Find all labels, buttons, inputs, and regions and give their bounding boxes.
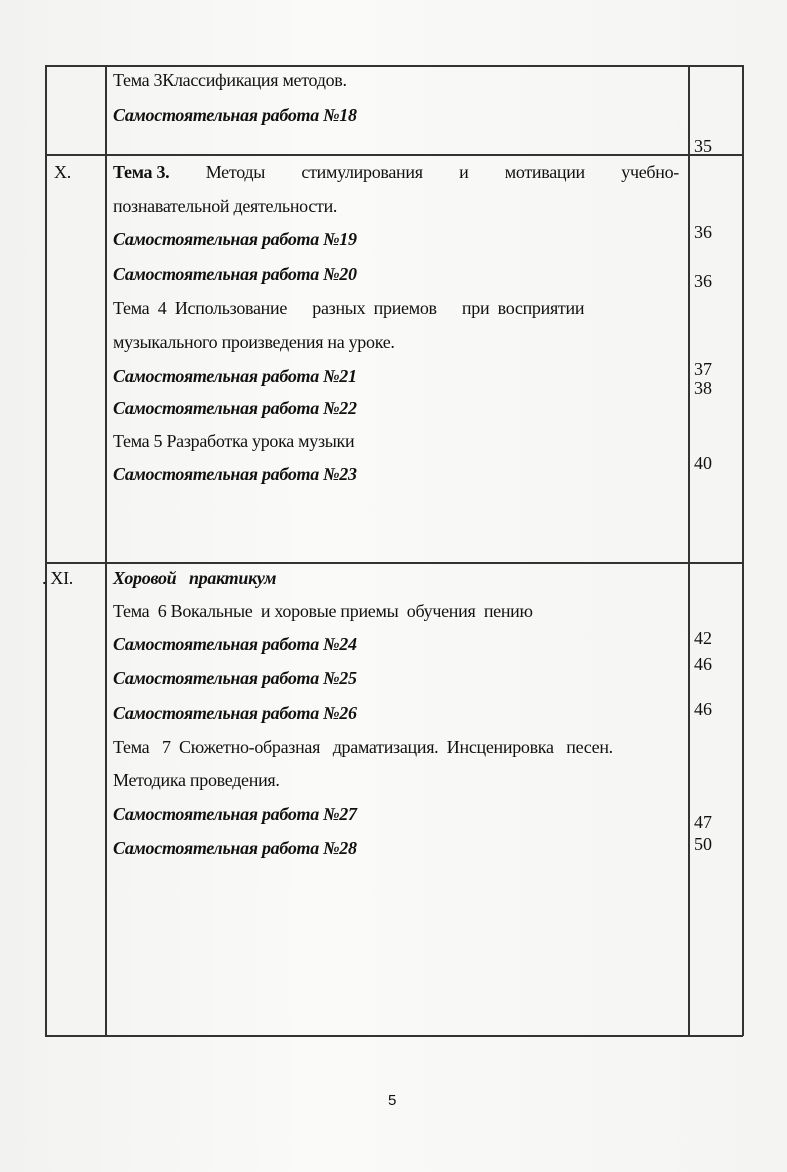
topic-title: Тема 7 Сюжетно-образная драматизация. Инсценировка песен. xyxy=(113,737,613,757)
table-border-top xyxy=(45,65,743,67)
page-ref: 35 xyxy=(694,136,712,156)
section-number: X. xyxy=(54,162,71,182)
topic-title xyxy=(113,162,679,183)
topic-title: Тема 5 Разработка урока музыки xyxy=(113,431,355,451)
independent-work-item: Самостоятельная работа №26 xyxy=(113,703,357,723)
independent-work-item: Самостоятельная работа №28 xyxy=(113,838,357,858)
page-ref: 42 xyxy=(694,628,712,648)
independent-work-item: Самостоятельная работа №19 xyxy=(113,229,357,249)
topic-title: Тема 4 Использование разных приемов при восприятии xyxy=(113,298,585,318)
page-ref: 46 xyxy=(694,699,712,719)
table-border-left xyxy=(45,65,47,1036)
topic-word: учебно- xyxy=(621,162,679,182)
page-ref: 36 xyxy=(694,222,712,242)
topic-word: и xyxy=(459,162,469,182)
table-column-divider xyxy=(105,65,107,1036)
independent-work-item: Самостоятельная работа №24 xyxy=(113,634,357,654)
page-ref: 40 xyxy=(694,453,712,473)
independent-work-item: Самостоятельная работа №21 xyxy=(113,366,357,386)
table-border-bottom xyxy=(45,1035,743,1037)
independent-work-item: Самостоятельная работа №27 xyxy=(113,804,357,824)
page-ref: 38 xyxy=(694,378,712,398)
table-column-divider xyxy=(688,65,690,1036)
topic-title-continued: Методика проведения. xyxy=(113,770,280,790)
page-ref: 37 xyxy=(694,359,712,379)
independent-work-item: Самостоятельная работа №20 xyxy=(113,264,357,284)
page-ref: 50 xyxy=(694,834,712,854)
topic-title: Тема 3Классификация методов. xyxy=(113,70,347,90)
page-ref: 36 xyxy=(694,271,712,291)
page-number: 5 xyxy=(388,1092,397,1109)
independent-work-item: Самостоятельная работа №18 xyxy=(113,105,357,125)
section-title: Хоровой практикум xyxy=(113,568,277,588)
topic-word: Методы xyxy=(205,162,266,182)
table-row-divider xyxy=(45,562,743,564)
independent-work-item: Самостоятельная работа №22 xyxy=(113,398,357,418)
section-number: . XI. xyxy=(42,568,73,588)
page-ref: 46 xyxy=(694,654,712,674)
topic-title-continued: познавательной деятельности. xyxy=(113,196,338,216)
topic-label: Тема 3. xyxy=(113,162,170,182)
topic-word: мотивации xyxy=(504,162,585,182)
topic-title-continued: музыкального произведения на уроке. xyxy=(113,332,395,352)
topic-word: стимулирования xyxy=(301,162,423,182)
topic-title: Тема 6 Вокальные и хоровые приемы обучения пению xyxy=(113,601,533,621)
table-row-divider xyxy=(45,154,743,156)
table-border-right xyxy=(742,65,744,1036)
independent-work-item: Самостоятельная работа №25 xyxy=(113,668,357,688)
page-ref: 47 xyxy=(694,812,712,832)
independent-work-item: Самостоятельная работа №23 xyxy=(113,464,357,484)
